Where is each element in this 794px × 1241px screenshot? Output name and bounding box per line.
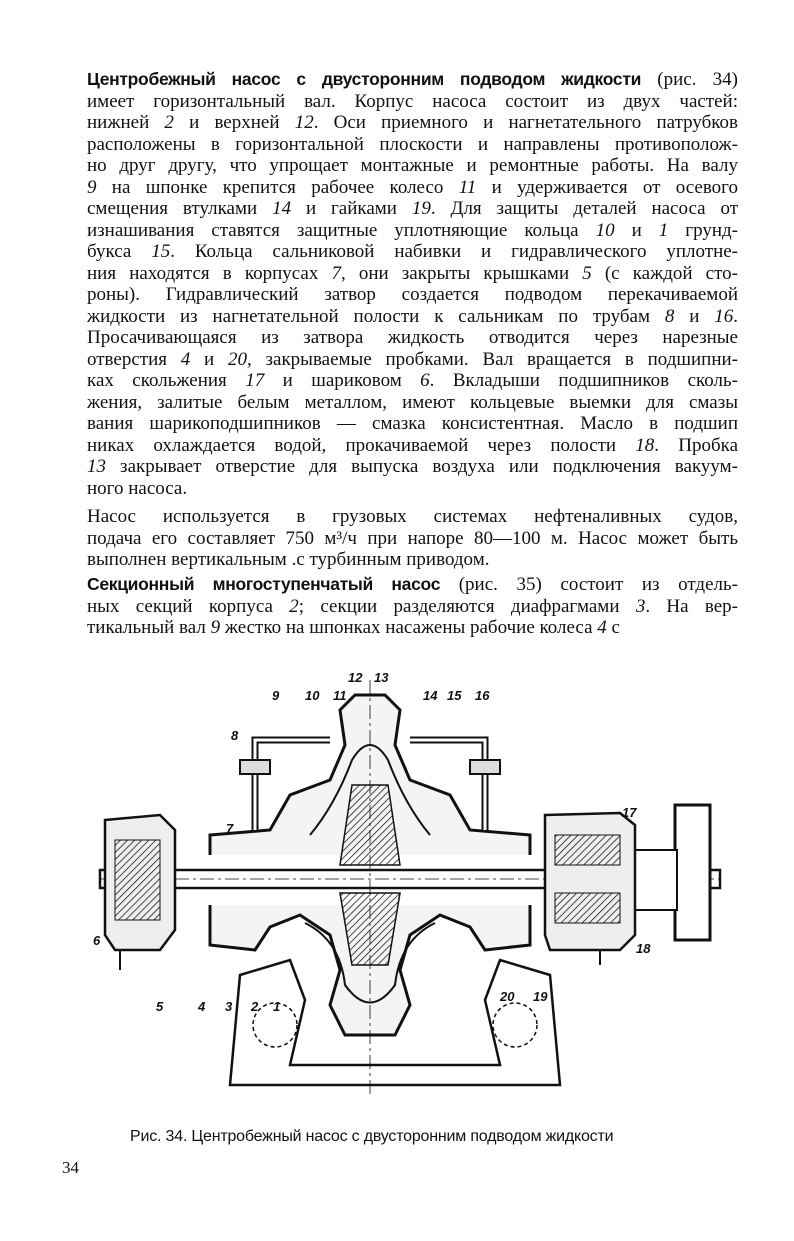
text-run: на шпонке крепится рабочее колесо: [96, 176, 459, 198]
reference-number: 18: [635, 434, 655, 456]
reference-number: 13: [87, 456, 106, 477]
text-line: [87, 91, 738, 113]
reference-number: 19: [411, 198, 431, 219]
text-run: подача его составляет 750 м³/ч при напоре 80—100 м. Насос может быть: [87, 527, 738, 549]
callout-11: 11: [333, 688, 347, 703]
text-run: букса: [87, 241, 152, 262]
callout-18: 18: [636, 941, 651, 956]
callout-14: 14: [423, 688, 438, 703]
text-line: [87, 413, 738, 435]
callout-7: 7: [226, 821, 234, 836]
text-run: ния находятся в корпусах: [87, 262, 332, 284]
text-run: ных секций корпуса: [87, 595, 290, 617]
text-line: [87, 220, 738, 242]
text-run: Насос используется в грузовых системах нефтеналивных судов,: [87, 506, 738, 527]
text-run: вания шарикоподшипников — смазка консистентная. Масло в подшип: [87, 413, 738, 434]
text-run: и: [614, 219, 659, 241]
text-run: роны). Гидравлический затвор создается подводом перекачиваемой: [87, 284, 738, 305]
text-line: [87, 134, 738, 156]
bold-term: Секционный многоступенчатый насос: [87, 574, 441, 594]
text-run: . Пробка: [654, 434, 739, 456]
bold-term: Центробежный насос с двусторонним подводом жидкости: [87, 69, 642, 89]
text-line: [87, 617, 738, 639]
text-line: [87, 549, 738, 571]
text-run: и: [190, 348, 228, 370]
callout-16: 16: [475, 688, 490, 703]
callout-4: 4: [198, 999, 206, 1014]
reference-number: 3: [635, 595, 646, 617]
callout-5: 5: [156, 999, 164, 1014]
reference-number: 9: [210, 617, 221, 638]
reference-number: 5: [582, 262, 592, 284]
callout-15: 15: [447, 688, 462, 703]
text-run: грунд-: [668, 219, 739, 241]
text-line: [87, 349, 738, 371]
paragraph-1: [87, 69, 738, 499]
callout-1: 1: [273, 999, 281, 1014]
text-line: [87, 69, 738, 91]
text-line: [87, 370, 738, 392]
text-run: жидкости из нагнетательной полости к сальникам по трубам: [87, 305, 665, 327]
text-line: [87, 456, 738, 478]
text-line: [87, 263, 738, 285]
reference-number: 11: [458, 176, 477, 198]
paragraph-3: [87, 574, 738, 639]
page-number: 34: [62, 1158, 79, 1177]
reference-number: 15: [151, 241, 171, 262]
callout-2: 2: [251, 999, 259, 1014]
text-run: ках скольжения: [87, 370, 246, 391]
pump-cross-section-drawing: [90, 665, 730, 1115]
callout-20: 20: [500, 989, 515, 1004]
reference-number: 4: [597, 617, 607, 638]
callout-19: 19: [533, 989, 548, 1004]
text-line: [87, 112, 738, 134]
text-run: (рис. 35) состоит из отдель-: [440, 574, 738, 595]
text-run: . Вкладыши подшипников сколь-: [429, 370, 738, 391]
text-line: [87, 306, 738, 328]
text-run: и удерживается от осевого: [476, 176, 738, 198]
text-run: жестко на шпонках насажены рабочие колеса: [220, 617, 598, 638]
text-line: [87, 506, 738, 528]
reference-number: 20: [227, 348, 247, 370]
text-run: расположены в горизонтальной плоскости и направлены противополож-: [87, 133, 738, 155]
reference-number: 17: [245, 370, 265, 391]
figure-caption: Рис. 34. Центробежный насос с двусторонним подводом жидкости: [130, 1128, 614, 1145]
text-run: тикальный вал: [87, 617, 211, 638]
callout-3: 3: [225, 999, 233, 1014]
text-line: [87, 392, 738, 414]
text-run: никах охлаждается водой, прокачиваемой через полости: [87, 434, 636, 456]
text-line: [87, 574, 738, 596]
text-line: [87, 528, 738, 550]
text-run: с: [606, 617, 620, 638]
figure-pump-drawing: [90, 665, 730, 1115]
text-line: [87, 198, 738, 220]
reference-number: 7: [331, 262, 341, 284]
reference-number: 8: [664, 305, 675, 327]
text-run: .: [733, 305, 739, 327]
text-run: . Для защиты деталей насоса от: [430, 198, 738, 219]
text-run: жения, залитые белым металлом, имеют кольцевые выемки для смазы: [87, 391, 738, 413]
text-run: закрывает отверстие для выпуска воздуха или подключения вакуум-: [106, 456, 738, 477]
reference-number: 16: [714, 305, 734, 327]
text-run: , они закрыты крышками: [340, 262, 583, 284]
reference-number: 10: [595, 219, 615, 241]
callout-13: 13: [374, 670, 389, 685]
callout-8: 8: [231, 728, 239, 743]
callout-10: 10: [305, 688, 320, 703]
text-line: [87, 284, 738, 306]
text-line: [87, 478, 738, 500]
text-run: . Кольца сальниковой набивки и гидравлического уплотне-: [170, 241, 738, 262]
callout-6: 6: [93, 933, 101, 948]
reference-number: 1: [658, 219, 669, 241]
text-line: [87, 177, 738, 199]
text-run: и шариковом: [264, 370, 421, 391]
reference-number: 9: [87, 176, 97, 198]
text-run: отверстия: [87, 348, 181, 370]
reference-number: 4: [180, 348, 191, 370]
reference-number: 2: [289, 595, 299, 617]
text-run: ; секции разделяются диафрагмами: [298, 595, 636, 617]
paragraph-2: [87, 506, 738, 571]
text-run: выполнен вертикальным .с турбинным приводом.: [87, 549, 490, 570]
text-line: [87, 155, 738, 177]
text-run: (рис. 34): [641, 69, 738, 90]
text-run: нижней: [87, 112, 165, 133]
callout-12: 12: [348, 670, 363, 685]
text-run: . На вер-: [645, 595, 738, 617]
text-run: , закрываемые пробками. Вал вращается в подшипни-: [246, 348, 738, 370]
text-run: и верхней: [173, 112, 295, 133]
text-run: и гайками: [291, 198, 412, 219]
text-run: имеет горизонтальный вал. Корпус насоса состоит из двух частей:: [87, 90, 738, 112]
text-run: смещения втулками: [87, 198, 273, 219]
text-run: ного насоса.: [87, 477, 188, 499]
text-line: [87, 327, 738, 349]
callout-17: 17: [622, 805, 637, 820]
text-line: [87, 241, 738, 263]
callout-9: 9: [272, 688, 280, 703]
text-run: (с каждой сто-: [591, 262, 738, 284]
reference-number: 6: [420, 370, 430, 391]
reference-number: 12: [294, 112, 314, 133]
text-line: [87, 596, 738, 618]
text-run: но друг другу, что упрощает монтажные и ремонтные работы. На валу: [87, 155, 738, 176]
text-run: Просачивающаяся из затвора жидкость отводится через нарезные: [87, 327, 738, 348]
text-run: и: [674, 305, 715, 327]
text-line: [87, 435, 738, 457]
text-run: . Оси приемного и нагнетательного патрубков: [313, 112, 739, 133]
reference-number: 2: [164, 112, 174, 133]
text-run: изнашивания ставятся защитные уплотняющие кольца: [87, 219, 596, 241]
reference-number: 14: [272, 198, 292, 219]
